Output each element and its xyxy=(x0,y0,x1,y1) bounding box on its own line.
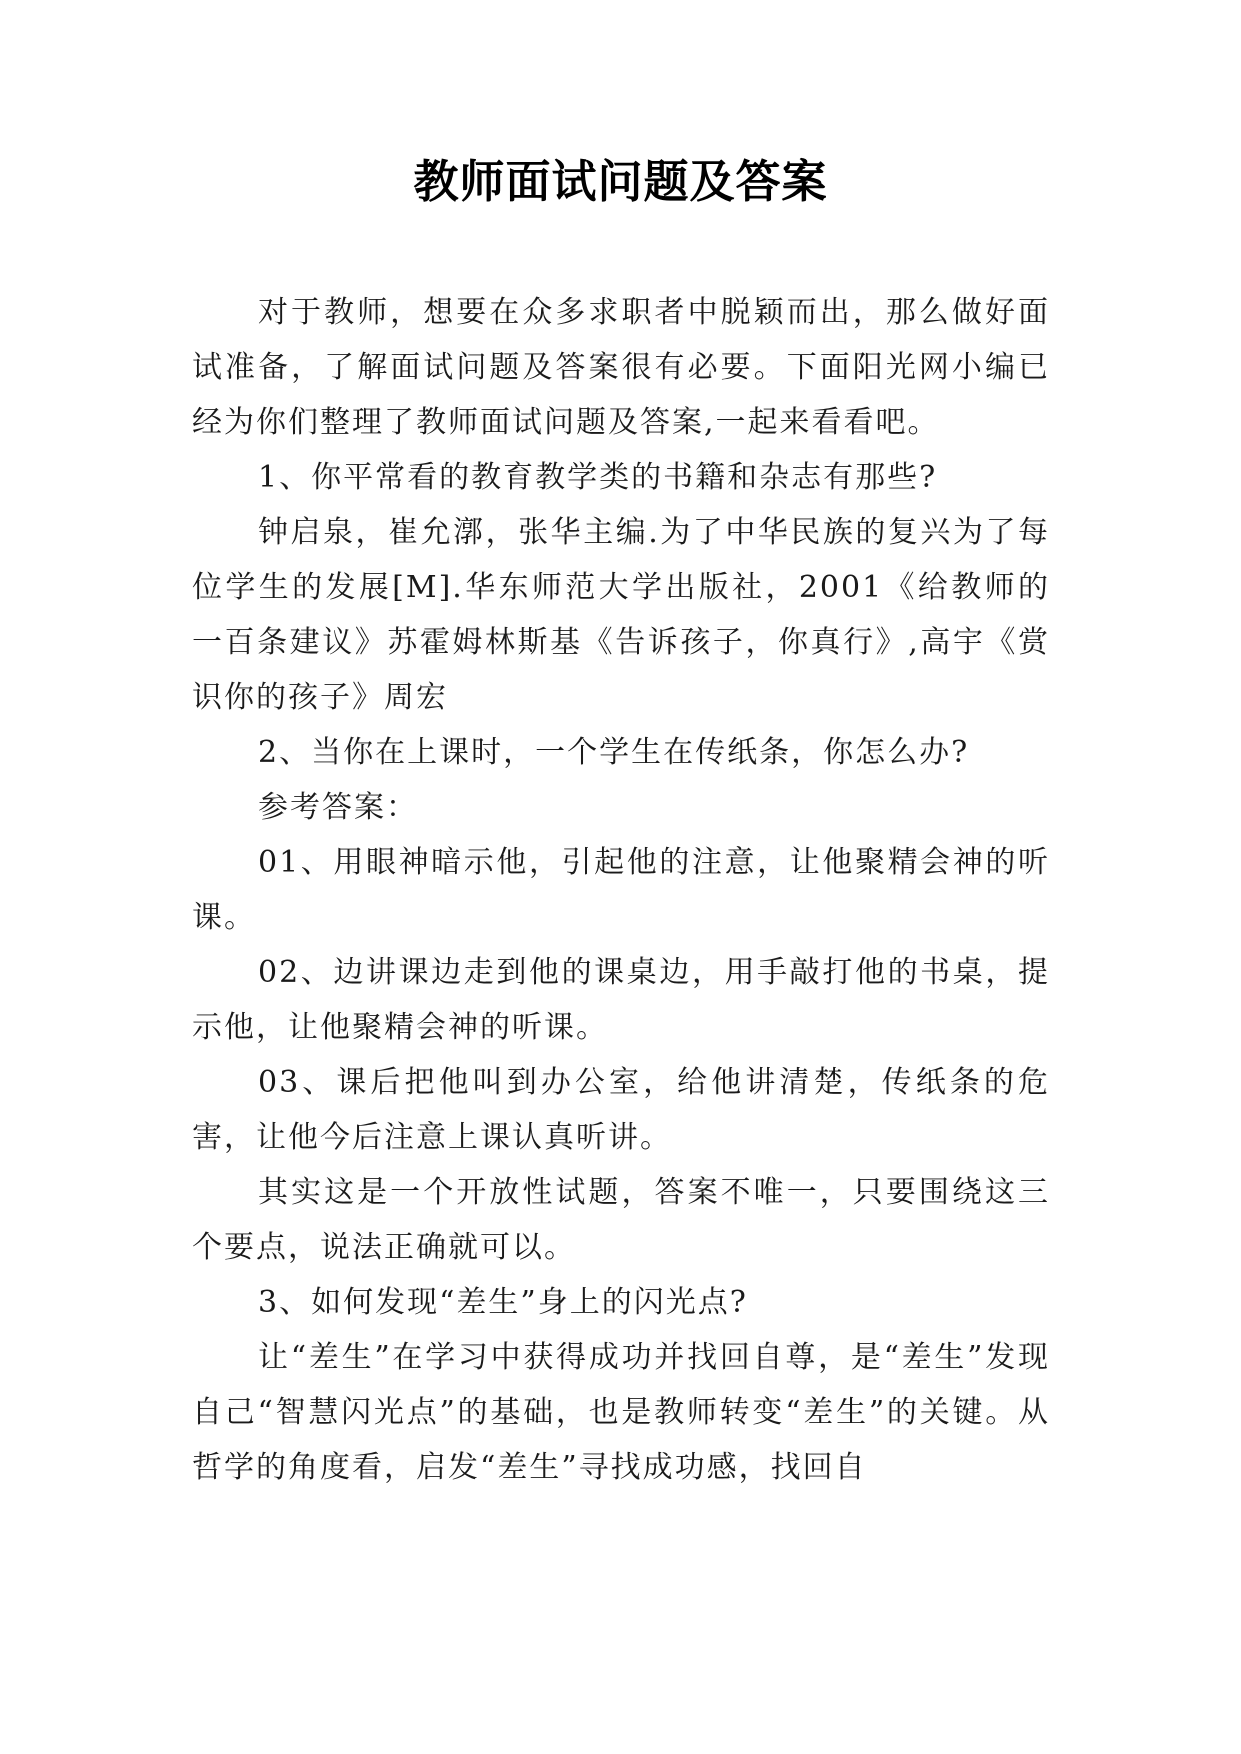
document-title: 教师面试问题及答案 xyxy=(413,155,828,208)
paragraph-intro: 对于教师，想要在众多求职者中脱颖而出，那么做好面试准备，了解面试问题及答案很有必要。下面阳光网小编已经为你们整理了教师面试问题及答案,一起来看看吧。 xyxy=(192,295,1050,440)
question-2: 2、当你在上课时，一个学生在传纸条，你怎么办? xyxy=(258,735,970,770)
document-body xyxy=(192,285,1050,1495)
question-3: 3、如何发现“差生”身上的闪光点? xyxy=(258,1285,748,1320)
answer-2-point-1: 01、用眼神暗示他，引起他的注意，让他聚精会神的听课。 xyxy=(192,845,1050,935)
answer-1: 钟启泉，崔允漷，张华主编.为了中华民族的复兴为了每位学生的发展[M].华东师范大学出版社，2001《给教师的一百条建议》苏霍姆林斯基《告诉孩子，你真行》,高宇《赏识你的孩子》周宏 xyxy=(192,515,1050,715)
reference-answer-label: 参考答案： xyxy=(258,790,418,825)
question-1: 1、你平常看的教育教学类的书籍和杂志有那些? xyxy=(258,460,938,495)
answer-3: 让“差生”在学习中获得成功并找回自尊，是“差生”发现自己“智慧闪光点”的基础，也是教师转变“差生”的关键。从哲学的角度看，启发“差生”寻找成功感，找回自 xyxy=(192,1340,1050,1485)
answer-2-point-3: 03、课后把他叫到办公室，给他讲清楚，传纸条的危害，让他今后注意上课认真听讲。 xyxy=(192,1065,1050,1155)
answer-2-note: 其实这是一个开放性试题，答案不唯一，只要围绕这三个要点，说法正确就可以。 xyxy=(192,1175,1050,1265)
answer-2-point-2: 02、边讲课边走到他的课桌边，用手敲打他的书桌，提示他，让他聚精会神的听课。 xyxy=(192,955,1050,1045)
